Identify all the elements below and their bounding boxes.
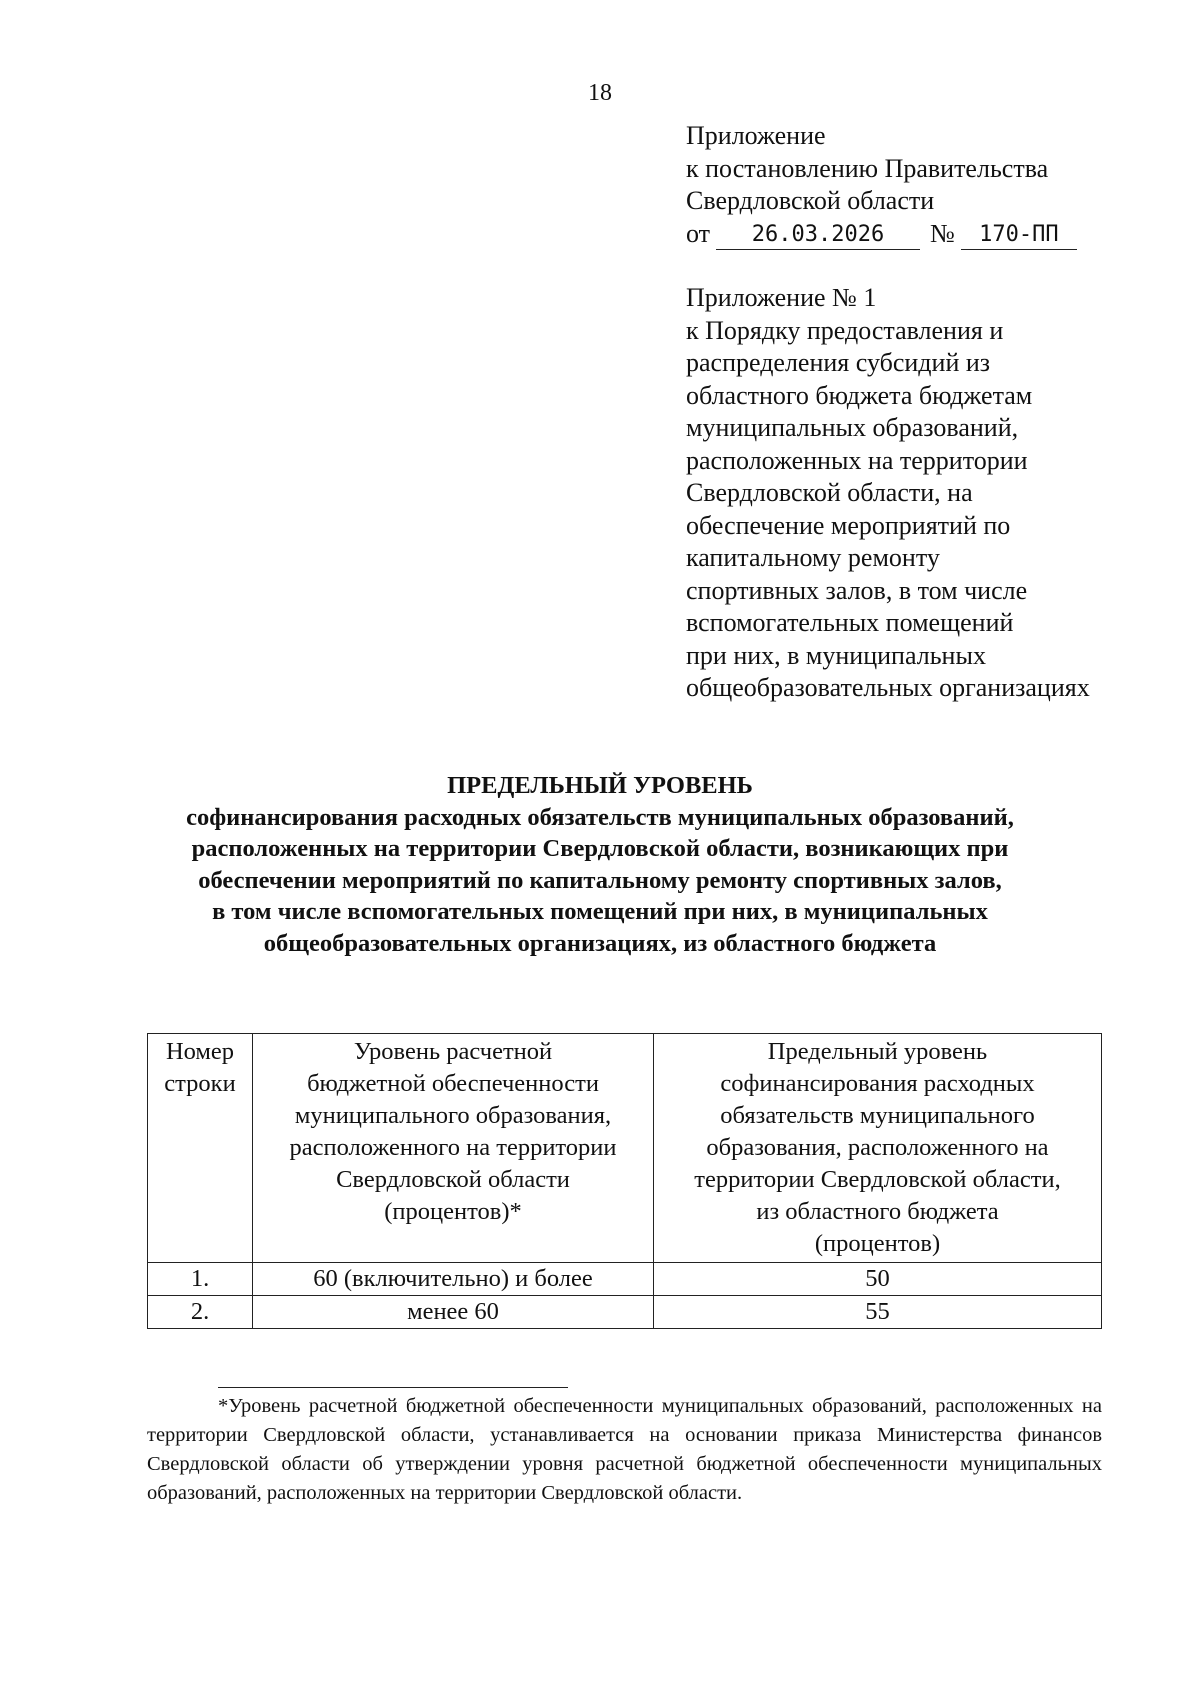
title-subtitle-line: в том числе вспомогательных помещений при них, в муниципальных <box>212 898 988 926</box>
appendix-1-line: обеспечение мероприятий по <box>686 510 1011 540</box>
appendix-1-line: распределения субсидий из <box>686 348 991 377</box>
appendix-1-line: при них, в муниципальных <box>686 640 986 670</box>
appendix-header-line: Приложение <box>686 121 826 150</box>
row-cofinancing-limit: 50 <box>654 1263 1102 1296</box>
header-line: софинансирования расходных <box>720 1070 1035 1097</box>
footnote-divider <box>218 1387 568 1388</box>
appendix-1-line: капитальному ремонту <box>686 543 940 572</box>
resolution-date-line <box>686 218 1077 251</box>
header-line: (процентов)* <box>384 1198 522 1225</box>
header-line: бюджетной обеспеченности <box>307 1070 599 1097</box>
appendix-1-line: муниципальных образований, <box>686 413 1019 442</box>
appendix-header <box>686 120 1077 250</box>
title-subtitle-line: общеобразовательных организациях, из областного бюджета <box>263 929 937 957</box>
header-line: (процентов) <box>814 1230 941 1257</box>
title-heading: ПРЕДЕЛЬНЫЙ УРОВЕНЬ <box>447 772 753 799</box>
header-row-number <box>148 1034 253 1263</box>
title-subtitle-line: расположенных на территории Свердловской области, возникающих при <box>191 835 1009 863</box>
appendix-1-line: вспомогательных помещений <box>686 608 1014 637</box>
table-header-row <box>148 1034 1102 1263</box>
row-number: 2. <box>148 1296 253 1329</box>
number-label: № <box>930 218 955 248</box>
header-line: Уровень расчетной <box>353 1038 553 1065</box>
header-line: расположенного на территории <box>289 1134 617 1161</box>
appendix-1-line: спортивных залов, в том числе <box>686 575 1028 605</box>
footnote-text: *Уровень расчетной бюджетной обеспеченности муниципальных образований, расположенных на территории Свердловской области, устанавливается на основании приказа Министерства финансов Свердловской области об утверждении уровня расчетной бюджетной обеспеченности муниципальных образований, расположенных на территории Свердловской области. <box>147 1395 1102 1504</box>
row-budget-level: менее 60 <box>253 1296 654 1329</box>
row-budget-level: 60 (включительно) и более <box>253 1263 654 1296</box>
appendix-1-line: к Порядку предоставления и <box>686 315 1004 345</box>
appendix-1-block <box>686 282 1090 705</box>
header-line: Свердловской области <box>336 1166 570 1193</box>
header-line: из областного бюджета <box>756 1198 999 1225</box>
header-line: Предельный уровень <box>767 1038 988 1065</box>
header-line: Номер <box>165 1038 235 1065</box>
cofinancing-table <box>147 1033 1102 1329</box>
resolution-number: 170-ПП <box>961 221 1077 250</box>
row-number: 1. <box>148 1263 253 1296</box>
header-budget-level <box>253 1034 654 1263</box>
appendix-1-line: Свердловской области, на <box>686 478 973 507</box>
title-subtitle-line: софинансирования расходных обязательств муниципальных образований, <box>186 803 1014 831</box>
appendix-header-line: к постановлению Правительства <box>686 153 1049 183</box>
header-line: строки <box>164 1070 236 1097</box>
table-row <box>148 1263 1102 1296</box>
appendix-1-line: расположенных на территории <box>686 445 1028 475</box>
appendix-1-line: общеобразовательных организациях <box>686 673 1090 702</box>
header-cofinancing-limit <box>654 1034 1102 1263</box>
header-line: образования, расположенного на <box>706 1134 1049 1161</box>
appendix-1-line: областного бюджета бюджетам <box>686 380 1033 410</box>
title-subtitle-line: обеспечении мероприятий по капитальному ремонту спортивных залов, <box>198 866 1002 894</box>
header-line: муниципального образования, <box>294 1102 612 1129</box>
row-cofinancing-limit: 55 <box>654 1296 1102 1329</box>
resolution-date: 26.03.2026 <box>716 221 920 250</box>
page-number: 18 <box>588 80 612 106</box>
table-row <box>148 1296 1102 1329</box>
header-line: обязательств муниципального <box>720 1102 1035 1129</box>
document-title <box>150 770 1050 960</box>
appendix-header-line: Свердловской области <box>686 186 935 215</box>
appendix-1-line: Приложение № 1 <box>686 283 877 312</box>
header-line: территории Свердловской области, <box>694 1166 1061 1193</box>
date-prefix: от <box>686 218 711 248</box>
